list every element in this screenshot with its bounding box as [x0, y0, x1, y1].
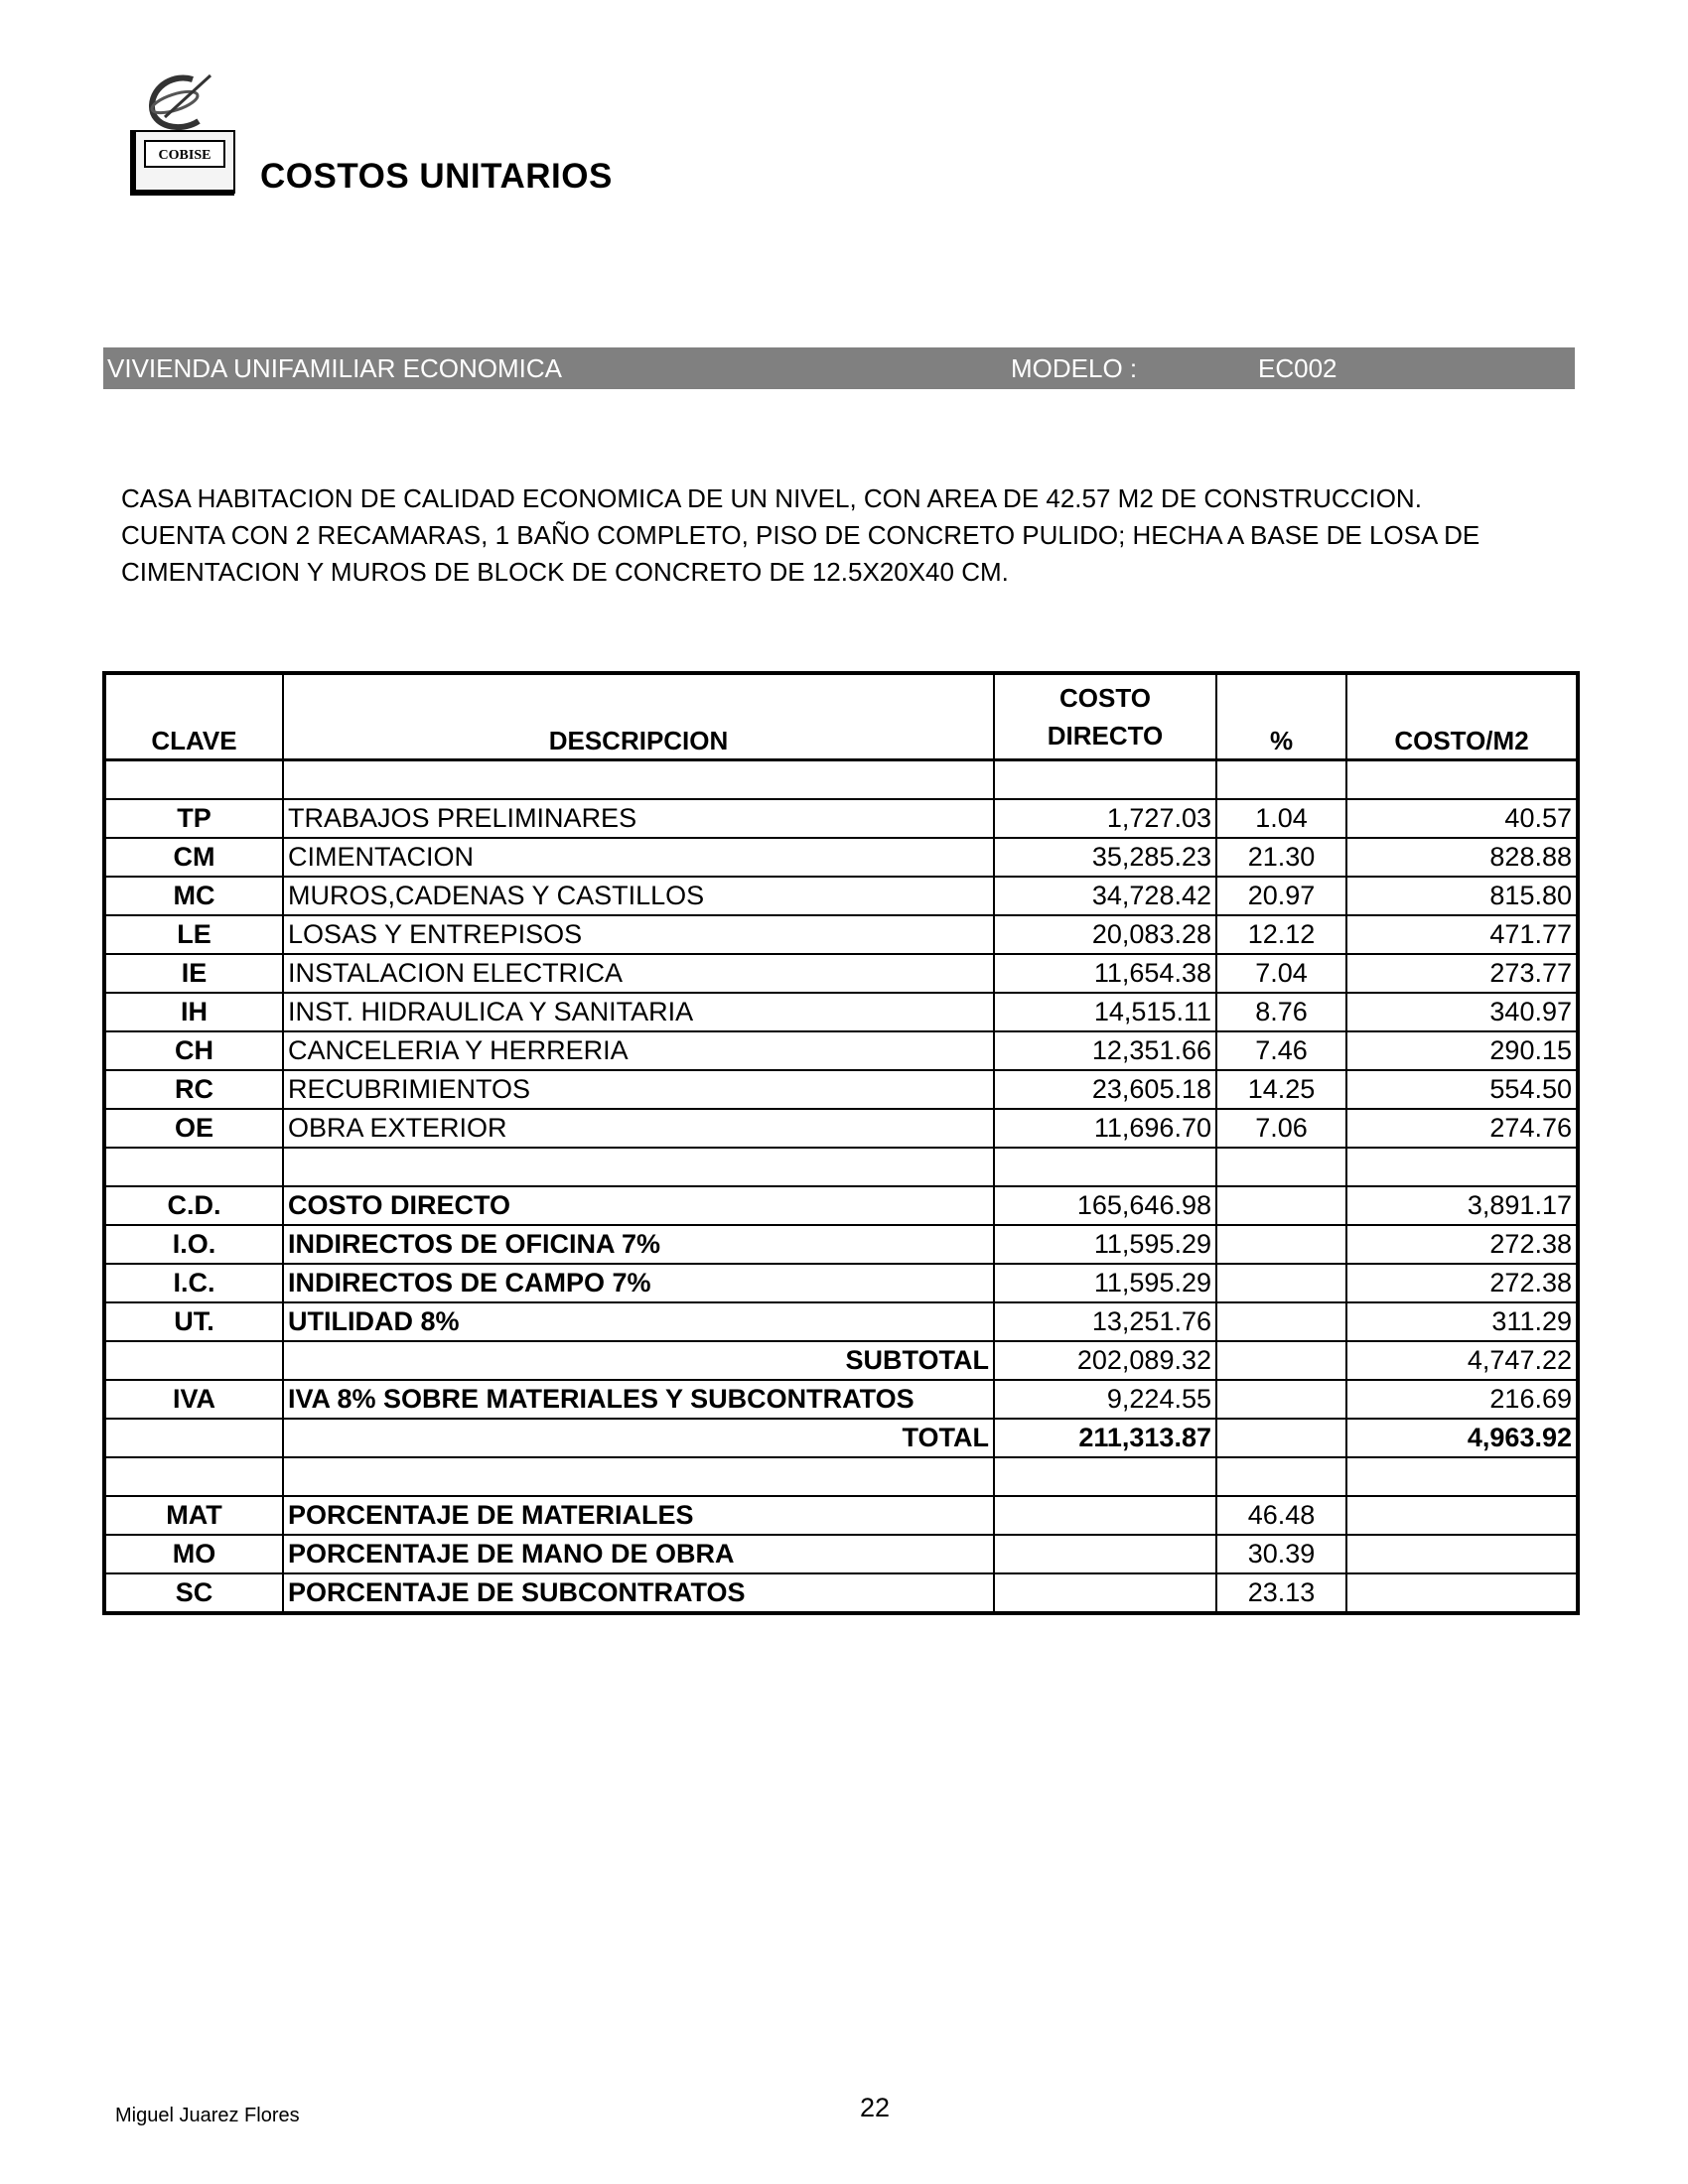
project-description: [121, 480, 1479, 591]
cell-clave: TP: [104, 799, 283, 838]
cell-descripcion: [283, 1148, 994, 1186]
cell-costo-m2: [1346, 1148, 1578, 1186]
cell-descripcion: IVA 8% SOBRE MATERIALES Y SUBCONTRATOS: [283, 1380, 994, 1419]
cell-costo-directo: 11,595.29: [994, 1264, 1216, 1302]
cell-clave: RC: [104, 1070, 283, 1109]
cell-clave: [104, 1148, 283, 1186]
cell-clave: [104, 1457, 283, 1496]
cell-costo-m2: 272.38: [1346, 1264, 1578, 1302]
cell-costo-m2: 554.50: [1346, 1070, 1578, 1109]
cell-descripcion: TRABAJOS PRELIMINARES: [283, 799, 994, 838]
cell-costo-directo: 13,251.76: [994, 1302, 1216, 1341]
cell-descripcion: PORCENTAJE DE MATERIALES: [283, 1496, 994, 1535]
cell-descripcion: UTILIDAD 8%: [283, 1302, 994, 1341]
cell-porcentaje: [1216, 1148, 1346, 1186]
cell-costo-directo: 12,351.66: [994, 1031, 1216, 1070]
cell-clave: MC: [104, 877, 283, 915]
cell-descripcion: INDIRECTOS DE CAMPO 7%: [283, 1264, 994, 1302]
cell-porcentaje: [1216, 1419, 1346, 1457]
page-number: 22: [860, 2093, 891, 2122]
model-label: MODELO :: [1011, 353, 1138, 383]
table-row: [104, 1225, 1578, 1264]
cell-porcentaje: [1216, 1457, 1346, 1496]
model-code: EC002: [1258, 353, 1337, 383]
cell-porcentaje: 7.06: [1216, 1109, 1346, 1148]
cell-costo-directo: 202,089.32: [994, 1341, 1216, 1380]
cell-costo-m2: 272.38: [1346, 1225, 1578, 1264]
cell-clave: IVA: [104, 1380, 283, 1419]
cell-costo-m2: 216.69: [1346, 1380, 1578, 1419]
cell-descripcion: [283, 760, 994, 800]
cell-descripcion: INDIRECTOS DE OFICINA 7%: [283, 1225, 994, 1264]
cell-porcentaje: [1216, 1186, 1346, 1225]
logo-text: COBISE: [158, 148, 211, 163]
cell-descripcion: TOTAL: [283, 1419, 994, 1457]
table-row: [104, 915, 1578, 954]
table-row: [104, 1264, 1578, 1302]
description-line: CUENTA CON 2 RECAMARAS, 1 BAÑO COMPLETO, PISO DE CONCRETO PULIDO; HECHA A BASE DE LOSA DE: [121, 520, 1480, 550]
cell-costo-directo: 9,224.55: [994, 1380, 1216, 1419]
table-body: [104, 760, 1578, 1614]
cell-clave: UT.: [104, 1302, 283, 1341]
header-descripcion: DESCRIPCION: [283, 673, 994, 760]
cell-costo-directo: 14,515.11: [994, 993, 1216, 1031]
cell-costo-directo: 20,083.28: [994, 915, 1216, 954]
cell-costo-m2: 4,963.92: [1346, 1419, 1578, 1457]
cell-descripcion: PORCENTAJE DE MANO DE OBRA: [283, 1535, 994, 1573]
cell-porcentaje: 30.39: [1216, 1535, 1346, 1573]
table-row: [104, 1573, 1578, 1613]
table-row: [104, 1109, 1578, 1148]
cell-clave: SC: [104, 1573, 283, 1613]
description-line: CASA HABITACION DE CALIDAD ECONOMICA DE UN NIVEL, CON AREA DE 42.57 M2 DE CONSTRUCCION.: [121, 483, 1422, 513]
cell-descripcion: MUROS,CADENAS Y CASTILLOS: [283, 877, 994, 915]
cell-clave: I.C.: [104, 1264, 283, 1302]
table-row: [104, 838, 1578, 877]
cell-porcentaje: [1216, 1264, 1346, 1302]
cell-clave: IE: [104, 954, 283, 993]
cell-costo-m2: [1346, 1457, 1578, 1496]
cell-porcentaje: 21.30: [1216, 838, 1346, 877]
table-row: [104, 1148, 1578, 1186]
header-porcentaje: %: [1216, 673, 1346, 760]
cell-costo-directo: 11,654.38: [994, 954, 1216, 993]
cell-clave: I.O.: [104, 1225, 283, 1264]
cell-descripcion: COSTO DIRECTO: [283, 1186, 994, 1225]
model-bar: [103, 347, 1575, 389]
cell-descripcion: PORCENTAJE DE SUBCONTRATOS: [283, 1573, 994, 1613]
cell-costo-directo: 23,605.18: [994, 1070, 1216, 1109]
cell-costo-directo: 211,313.87: [994, 1419, 1216, 1457]
cell-costo-m2: 340.97: [1346, 993, 1578, 1031]
cell-costo-m2: [1346, 1535, 1578, 1573]
cell-costo-directo: [994, 1535, 1216, 1573]
cell-descripcion: LOSAS Y ENTREPISOS: [283, 915, 994, 954]
cell-clave: IH: [104, 993, 283, 1031]
cell-costo-m2: [1346, 1496, 1578, 1535]
cost-table: [102, 671, 1580, 1615]
cell-clave: MO: [104, 1535, 283, 1573]
cell-porcentaje: 46.48: [1216, 1496, 1346, 1535]
cell-costo-m2: 290.15: [1346, 1031, 1578, 1070]
table-row: [104, 954, 1578, 993]
cell-porcentaje: 12.12: [1216, 915, 1346, 954]
table-header-row: [104, 673, 1578, 760]
cell-porcentaje: [1216, 760, 1346, 800]
cell-clave: CM: [104, 838, 283, 877]
cell-descripcion: CANCELERIA Y HERRERIA: [283, 1031, 994, 1070]
table-row: [104, 1031, 1578, 1070]
cell-costo-directo: [994, 1148, 1216, 1186]
cell-costo-directo: 11,696.70: [994, 1109, 1216, 1148]
cell-descripcion: INST. HIDRAULICA Y SANITARIA: [283, 993, 994, 1031]
cell-costo-m2: 3,891.17: [1346, 1186, 1578, 1225]
document-title: COSTOS UNITARIOS: [260, 157, 613, 196]
cell-costo-m2: [1346, 1573, 1578, 1613]
cell-costo-directo: [994, 1573, 1216, 1613]
cell-costo-directo: 1,727.03: [994, 799, 1216, 838]
cell-costo-m2: 273.77: [1346, 954, 1578, 993]
cell-costo-directo: 34,728.42: [994, 877, 1216, 915]
cell-costo-m2: 815.80: [1346, 877, 1578, 915]
cell-porcentaje: 7.46: [1216, 1031, 1346, 1070]
cell-descripcion: OBRA EXTERIOR: [283, 1109, 994, 1148]
cell-porcentaje: [1216, 1302, 1346, 1341]
cell-descripcion: RECUBRIMIENTOS: [283, 1070, 994, 1109]
table-row: [104, 877, 1578, 915]
table-row: [104, 1496, 1578, 1535]
cell-costo-m2: 828.88: [1346, 838, 1578, 877]
table-row: [104, 1302, 1578, 1341]
cell-descripcion: CIMENTACION: [283, 838, 994, 877]
cell-costo-m2: 274.76: [1346, 1109, 1578, 1148]
cell-porcentaje: 23.13: [1216, 1573, 1346, 1613]
cell-clave: C.D.: [104, 1186, 283, 1225]
cell-clave: [104, 1419, 283, 1457]
table-row: [104, 993, 1578, 1031]
cell-clave: [104, 760, 283, 800]
table-row: [104, 1535, 1578, 1573]
cell-costo-directo: 165,646.98: [994, 1186, 1216, 1225]
table-row: [104, 760, 1578, 800]
table-row: [104, 1457, 1578, 1496]
header-costo-directo: COSTO DIRECTO: [994, 673, 1216, 760]
header-clave: CLAVE: [104, 673, 283, 760]
cell-porcentaje: [1216, 1225, 1346, 1264]
cell-descripcion: SUBTOTAL: [283, 1341, 994, 1380]
cobise-logo: [123, 69, 242, 199]
table-row: [104, 1419, 1578, 1457]
cell-costo-m2: 471.77: [1346, 915, 1578, 954]
cell-clave: CH: [104, 1031, 283, 1070]
cell-clave: OE: [104, 1109, 283, 1148]
table-row: [104, 1380, 1578, 1419]
table-row: [104, 1341, 1578, 1380]
cell-clave: MAT: [104, 1496, 283, 1535]
cell-porcentaje: [1216, 1380, 1346, 1419]
cell-porcentaje: 14.25: [1216, 1070, 1346, 1109]
table-row: [104, 1186, 1578, 1225]
cell-costo-m2: 311.29: [1346, 1302, 1578, 1341]
table-row: [104, 1070, 1578, 1109]
cell-costo-m2: [1346, 760, 1578, 800]
cell-costo-directo: [994, 760, 1216, 800]
cell-costo-directo: 11,595.29: [994, 1225, 1216, 1264]
cell-costo-directo: [994, 1496, 1216, 1535]
cell-descripcion: INSTALACION ELECTRICA: [283, 954, 994, 993]
cell-descripcion: [283, 1457, 994, 1496]
cell-clave: LE: [104, 915, 283, 954]
table-row: [104, 799, 1578, 838]
cell-costo-m2: 4,747.22: [1346, 1341, 1578, 1380]
description-line: CIMENTACION Y MUROS DE BLOCK DE CONCRETO DE 12.5X20X40 CM.: [121, 557, 1009, 587]
cell-costo-directo: 35,285.23: [994, 838, 1216, 877]
project-name: VIVIENDA UNIFAMILIAR ECONOMICA: [107, 353, 562, 383]
cell-porcentaje: 1.04: [1216, 799, 1346, 838]
cell-porcentaje: 7.04: [1216, 954, 1346, 993]
cell-costo-directo: [994, 1457, 1216, 1496]
cell-porcentaje: 20.97: [1216, 877, 1346, 915]
cell-porcentaje: 8.76: [1216, 993, 1346, 1031]
header-costo-m2: COSTO/M2: [1346, 673, 1578, 760]
cell-clave: [104, 1341, 283, 1380]
cell-costo-m2: 40.57: [1346, 799, 1578, 838]
cell-porcentaje: [1216, 1341, 1346, 1380]
footer-author: Miguel Juarez Flores: [115, 2105, 300, 2126]
